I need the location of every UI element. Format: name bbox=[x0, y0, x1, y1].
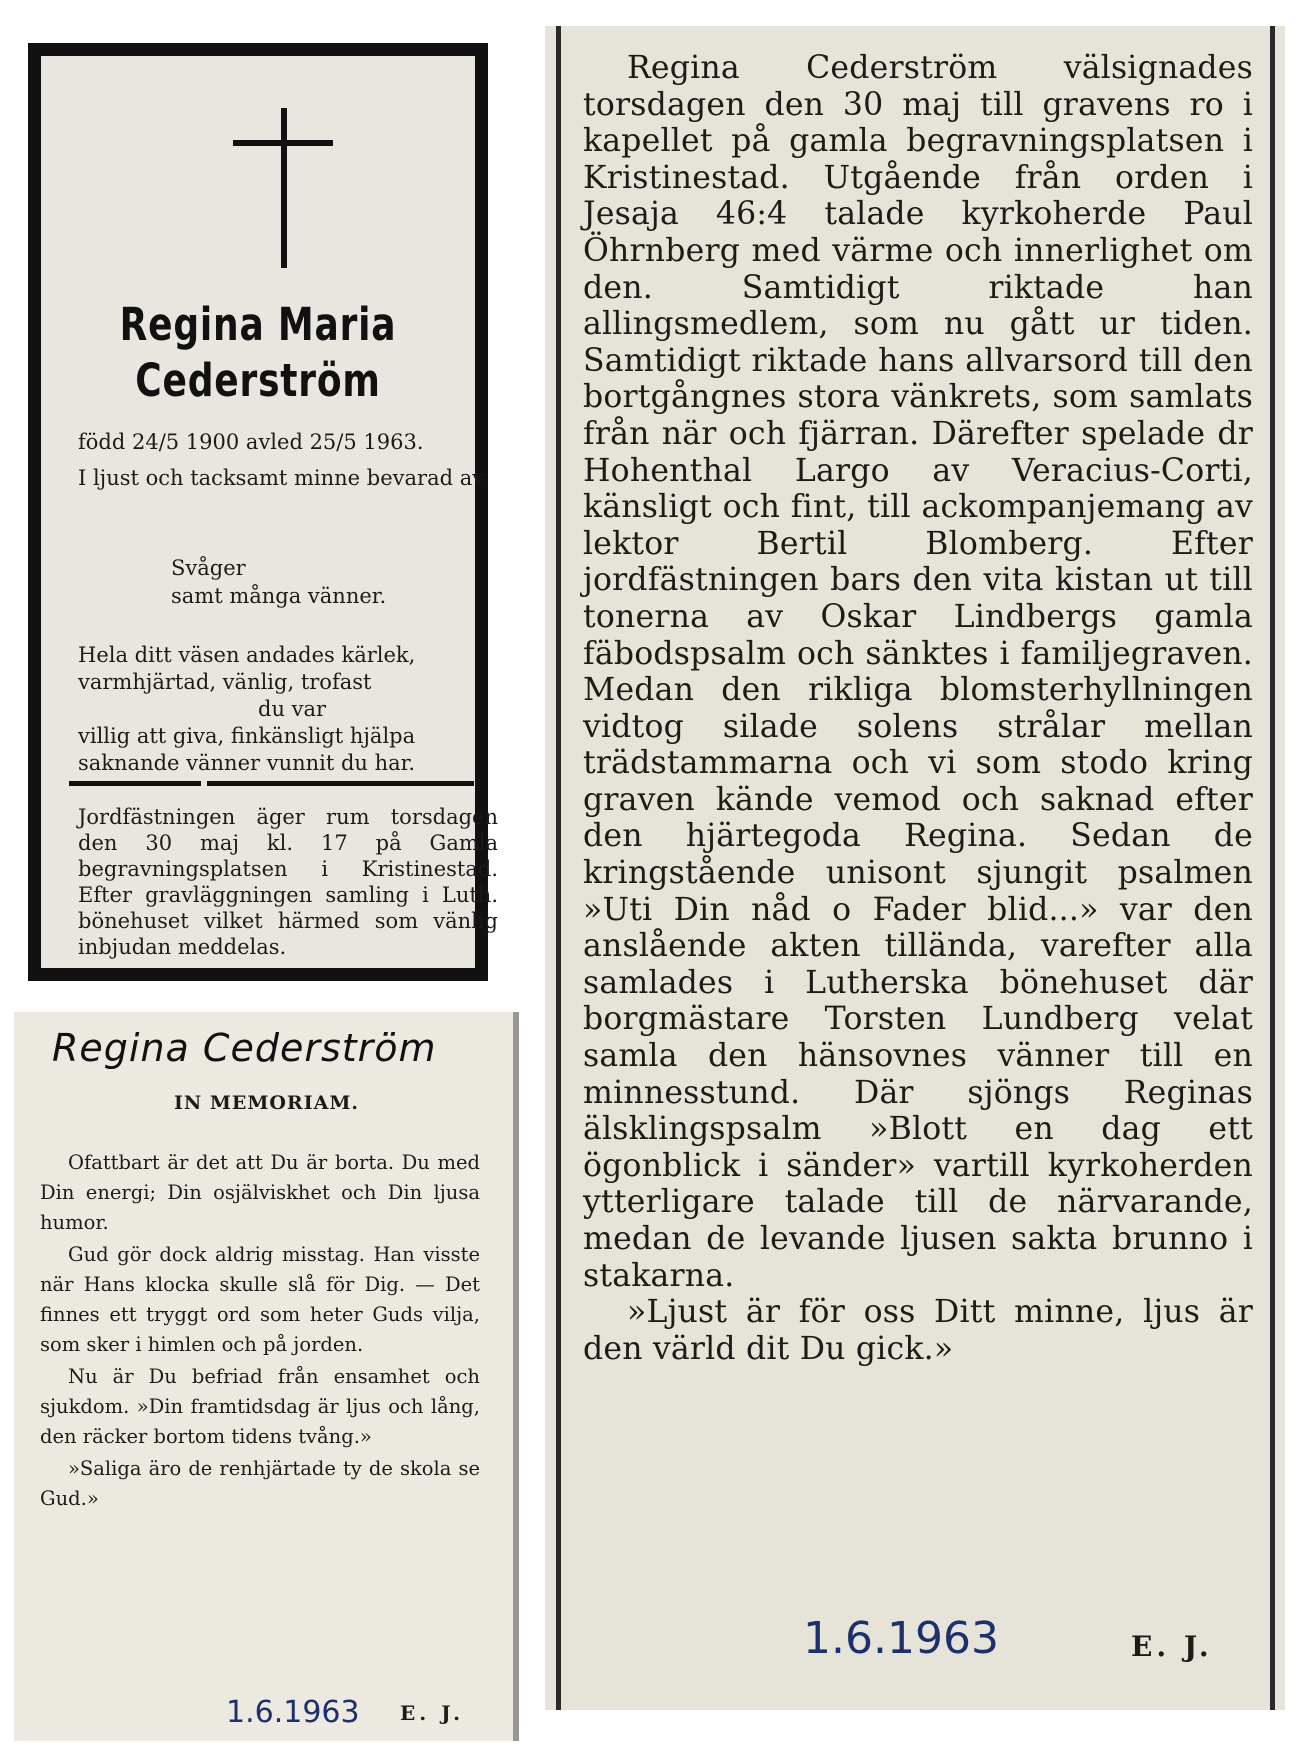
memoriam-paragraph: Gud gör dock aldrig misstag. Han visste när Hans klocka skulle slå för Dig. — Det finnes ett tryggt ord som heter Guds vilja, som sker i himlen och på jorden. bbox=[40, 1243, 480, 1356]
verse-line: Hela ditt väsen andades kärlek, bbox=[78, 643, 416, 667]
verse-line: saknande vänner vunnit du har. bbox=[78, 751, 416, 775]
funeral-notice: Jordfästningen äger rum torsdagen den 30 maj kl. 17 på Gamla begravningsplatsen i Kristinestad. Efter gravläggningen samling i Luth. bönehuset vilket härmed som vänlig inbjudan meddelas. bbox=[78, 805, 498, 959]
handwritten-date: 1.6.1963 bbox=[803, 1613, 999, 1664]
funeral-report-clipping bbox=[545, 26, 1285, 1710]
memoriam-title: Regina Cederström bbox=[52, 1026, 437, 1070]
life-dates: född 24/5 1900 avled 25/5 1963. bbox=[78, 430, 424, 454]
verse-line: villig att giva, finkänsligt hjälpa bbox=[78, 724, 416, 748]
divider bbox=[69, 781, 474, 786]
death-notice-clipping bbox=[14, 27, 502, 995]
deceased-name-first: Regina Maria bbox=[119, 298, 397, 351]
article-body bbox=[583, 50, 1253, 1367]
cross-icon bbox=[281, 108, 287, 268]
verse-line: du var bbox=[258, 697, 327, 721]
signers-line: samt många vänner. bbox=[171, 584, 387, 608]
in-memoriam-clipping bbox=[14, 1012, 519, 1741]
article-paragraph: »Ljust är för oss Ditt minne, ljus är den värld dit Du gick.» bbox=[583, 1294, 1253, 1367]
article-paragraph: Regina Cederström välsignades torsdagen den 30 maj till gravens ro i kapellet på gamla begravningsplatsen i Kristinestad. Utgående från orden i Jesaja 46:4 talade kyrkoherde Paul Öhrnberg med värme och innerlighet om den. Samtidigt riktade han allingsmedlem, som nu gått ur tiden. Samtidigt riktade hans allvarsord till den bortgångnes stora vänkrets, som samlats från när och fjärran. Därefter spelade dr Hohenthal Largo av Veracius-Corti, känsligt och fint, till ackompanjemang av lektor Bertil Blomberg. Efter jordfästningen bars den vita kistan ut till tonerna av Oskar Lindbergs gamla fäbodspsalm och sänktes i familjegraven. Medan den rikliga blomsterhyllningen vidtog silade solens strålar mellan trädstammarna och vi som stodo kring graven kände vemod och saknad efter den hjärtegoda Regina. Sedan de kringstående unisont sjungit psalmen »Uti Din nåd o Fader blid...» var den anslående akten tillända, varefter alla samlades i Lutherska bönehuset där borgmästare Torsten Lundberg velat samla den hänsovnes vänner till en minnesstund. Där sjöngs Reginas älsklingspsalm »Blott en dag ett ögonblick i sänder» vartill kyrkoherden ytterligare talade till de närvarande, medan de levande ljusen sakta brunno i stakarna. bbox=[583, 50, 1253, 1294]
column-rule-right bbox=[1270, 26, 1275, 1710]
notice-frame bbox=[28, 43, 498, 981]
memoriam-body bbox=[40, 1148, 480, 1516]
column-rule bbox=[513, 1012, 519, 1741]
memoriam-paragraph: Ofattbart är det att Du är borta. Du med Din energi; Din osjälviskhet och Din ljusa humor. bbox=[40, 1151, 480, 1234]
thanks-text: I ljust och tacksamt minne bevarad av bbox=[78, 466, 485, 490]
handwritten-date: 1.6.1963 bbox=[226, 1695, 360, 1730]
memoriam-paragraph: Nu är Du befriad från ensamhet och sjukdom. »Din framtidsdag är ljus och lång, den räcker bortom tidens tvång.» bbox=[40, 1365, 480, 1448]
deceased-name-last: Cederström bbox=[135, 354, 381, 407]
verse-line: varmhjärtad, vänlig, trofast bbox=[78, 670, 372, 694]
memorial-verse bbox=[78, 642, 498, 777]
cross-icon-bar bbox=[233, 140, 333, 146]
memoriam-paragraph: »Saliga äro de renhjärtade ty de skola se Gud.» bbox=[40, 1457, 480, 1510]
signature: E. J. bbox=[1131, 1630, 1213, 1663]
memoriam-heading: IN MEMORIAM. bbox=[173, 1092, 360, 1114]
divider-gap bbox=[201, 781, 207, 786]
signers bbox=[171, 554, 502, 610]
column-rule-left bbox=[556, 26, 561, 1710]
signature: E. J. bbox=[400, 1701, 465, 1725]
signers-line: Svåger bbox=[171, 556, 246, 580]
